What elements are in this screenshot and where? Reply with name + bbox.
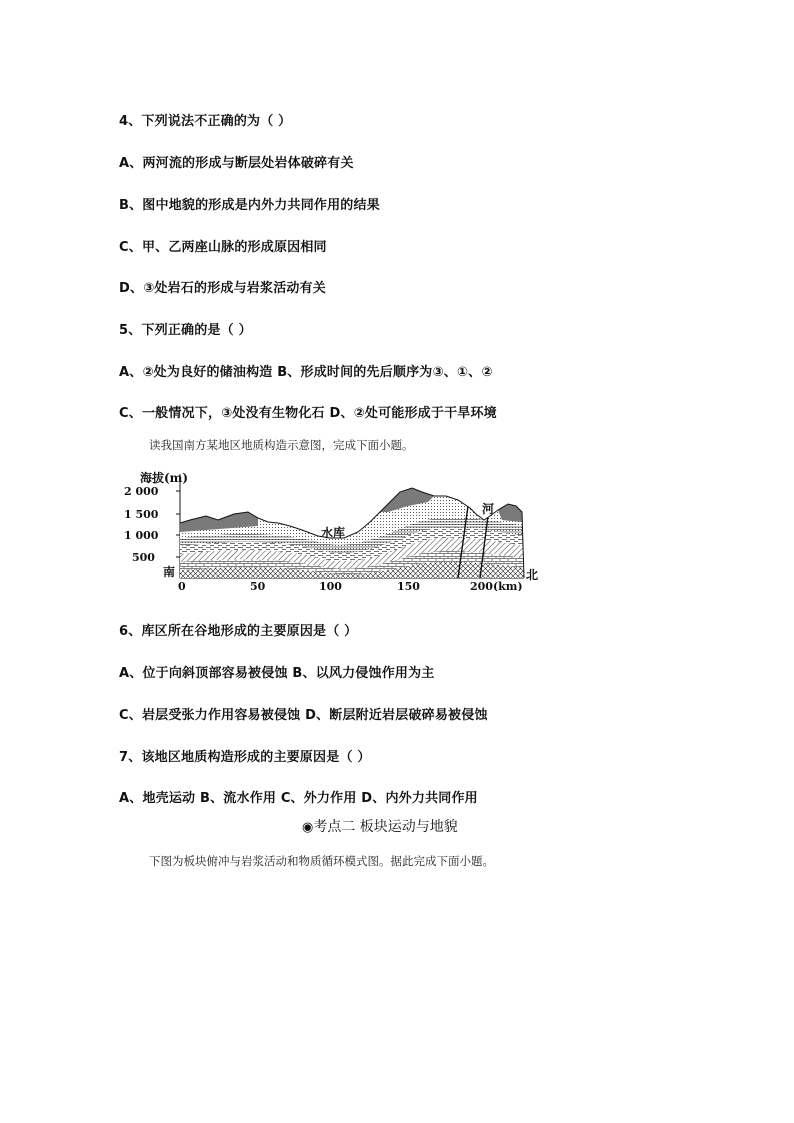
label-north: 北 <box>526 568 539 582</box>
q7-stem: 7、该地区地质构造形成的主要原因是（ ） <box>119 750 371 765</box>
q5-options-cd: C、一般情况下，③处没有生物化石 D、②处可能形成于干旱环境 <box>119 406 497 421</box>
x-tick-100: 100 <box>319 580 342 591</box>
y-tick-2000: 2 000 <box>124 485 159 498</box>
q4-option-b: B、图中地貌的形成是内外力共同作用的结果 <box>119 198 380 213</box>
intro-geologic-section: 读我国南方某地区地质构造示意图，完成下面小题。 <box>149 438 414 452</box>
y-axis-title: 海拔(m) <box>140 471 189 485</box>
q4-stem: 4、下列说法不正确的为（ ） <box>119 114 292 129</box>
geologic-section-figure <box>118 466 543 591</box>
y-tick-500: 500 <box>132 551 155 564</box>
q4-option-d: D、③处岩石的形成与岩浆活动有关 <box>119 281 326 296</box>
x-tick-200: 200(km) <box>470 580 523 591</box>
section-marker-icon: ◉ <box>302 820 314 835</box>
q5-options-ab: A、②处为良好的储油构造 B、形成时间的先后顺序为③、①、② <box>119 365 493 380</box>
q7-options: A、地壳运动 B、流水作用 C、外力作用 D、内外力共同作用 <box>119 791 478 806</box>
section-title: 考点二 板块运动与地貌 <box>313 819 458 835</box>
x-tick-150: 150 <box>397 580 420 591</box>
q5-stem: 5、下列正确的是（ ） <box>119 323 252 338</box>
label-south: 南 <box>163 565 176 579</box>
intro-plate-subduction: 下图为板块俯冲与岩浆活动和物质循环模式图。据此完成下面小题。 <box>149 854 494 868</box>
q6-stem: 6、库区所在谷地形成的主要原因是（ ） <box>119 624 358 639</box>
label-river: 河 <box>482 502 495 516</box>
y-tick-1000: 1 000 <box>124 529 159 542</box>
q4-option-c: C、甲、乙两座山脉的形成原因相同 <box>119 240 327 255</box>
x-tick-50: 50 <box>250 580 266 591</box>
q6-options-cd: C、岩层受张力作用容易被侵蚀 D、断层附近岩层破碎易被侵蚀 <box>119 708 488 723</box>
section-heading <box>302 816 458 836</box>
x-tick-0: 0 <box>178 580 186 591</box>
q4-option-a: A、两河流的形成与断层处岩体破碎有关 <box>119 156 354 171</box>
label-reservoir: 水库 <box>321 526 346 540</box>
rock-strata <box>180 466 524 578</box>
y-tick-1500: 1 500 <box>124 508 159 521</box>
q6-options-ab: A、位于向斜顶部容易被侵蚀 B、以风力侵蚀作用为主 <box>119 666 435 681</box>
